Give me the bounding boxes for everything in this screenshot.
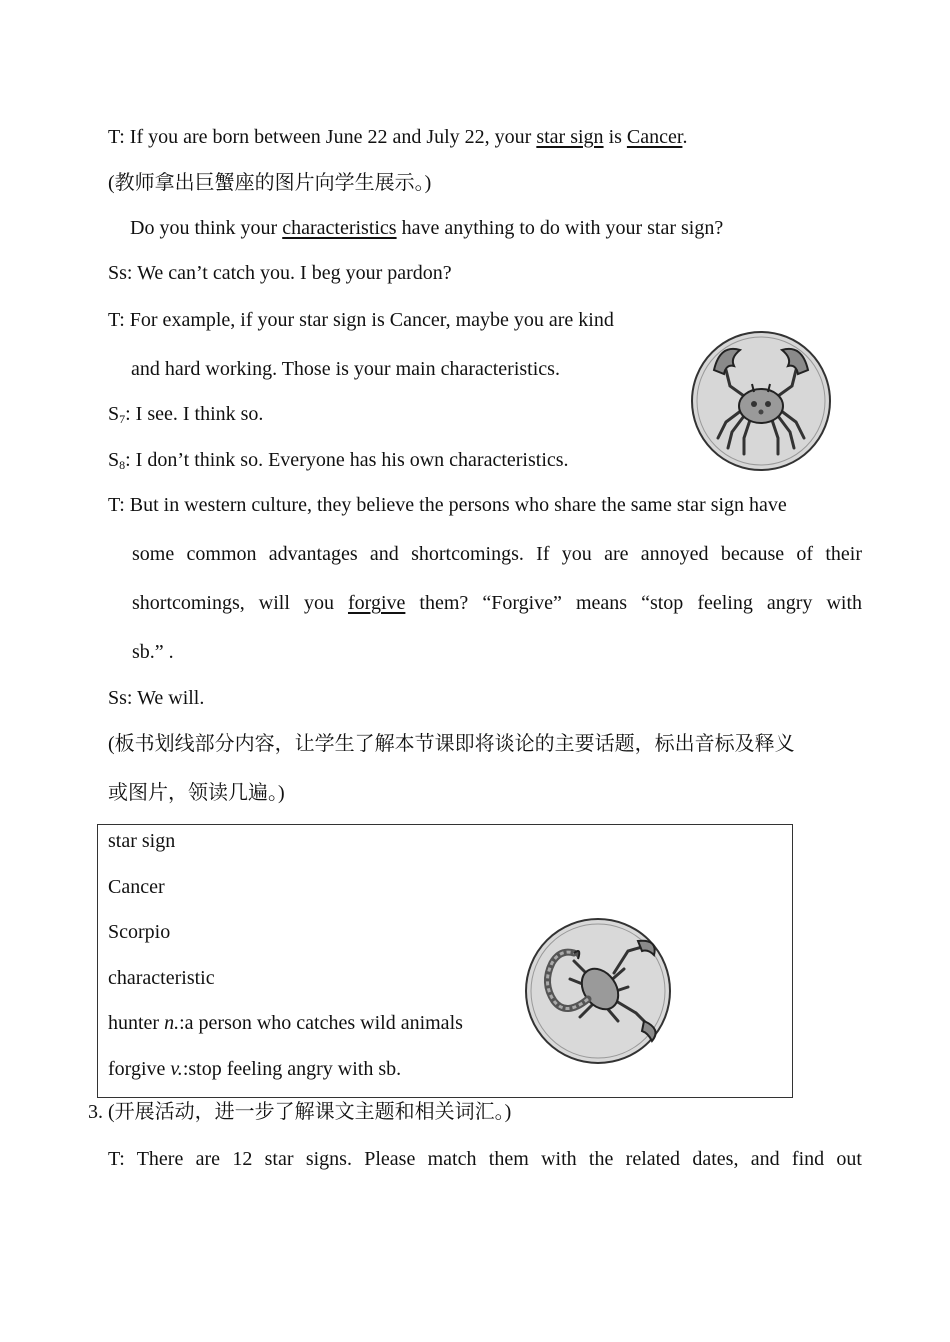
- dialogue-line-14: (板书划线部分内容，让学生了解本节课即将谈论的主要话题，标出音标及释义: [108, 733, 795, 755]
- dialogue-line-11: [132, 590, 862, 616]
- underlined-cancer: Cancer: [626, 126, 683, 148]
- dialogue-line-10: some common advantages and shortcomings. If you are annoyed because of their: [132, 543, 862, 565]
- activity-heading: 3. (开展活动，进一步了解课文主题和相关词汇。): [88, 1101, 512, 1123]
- board-definition: :stop feeling angry with sb.: [182, 1058, 402, 1080]
- dialogue-line-4: Ss: We can’t catch you. I beg your pardon?: [108, 262, 452, 284]
- text-segment: : I see. I think so.: [125, 403, 264, 425]
- dialogue-line-6: and hard working. Those is your main characteristics.: [131, 358, 560, 380]
- dialogue-line-9: T: But in western culture, they believe the persons who share the same star sign have: [108, 494, 787, 516]
- text-segment: If you are born between June 22 and July 22, your: [129, 126, 537, 148]
- speaker-label: S: [108, 449, 120, 471]
- dialogue-line-13: Ss: We will.: [108, 687, 205, 709]
- text-segment: have anything to do with your star sign?: [396, 217, 724, 239]
- activity-line: T: There are 12 star signs. Please match them with the related dates, and find out: [108, 1148, 862, 1170]
- text-segment: is: [603, 126, 627, 148]
- speaker-subscript: 7: [119, 412, 126, 426]
- part-of-speech: v.: [170, 1058, 183, 1080]
- board-item: Cancer: [108, 876, 165, 898]
- board-item: star sign: [108, 830, 176, 852]
- board-item: characteristic: [108, 967, 215, 989]
- underlined-characteristics: characteristics: [282, 217, 397, 239]
- board-definition: :a person who catches wild animals: [179, 1012, 463, 1034]
- dialogue-line-12: sb.” .: [132, 641, 174, 663]
- dialogue-line-8: [108, 447, 569, 478]
- text-segment: shortcomings, will you: [132, 592, 348, 614]
- text-segment: .: [682, 126, 688, 148]
- scorpio-scorpion-image: [524, 917, 672, 1065]
- underlined-forgive: forgive: [347, 592, 406, 614]
- speaker-label: S: [108, 403, 120, 425]
- text-segment: : I don’t think so. Everyone has his own characteristics.: [125, 449, 569, 471]
- board-word: hunter: [108, 1012, 165, 1034]
- part-of-speech: n.: [164, 1012, 180, 1034]
- text-segment: them? “Forgive” means “stop feeling angry with: [405, 592, 862, 614]
- board-item-forgive: [108, 1056, 401, 1082]
- cancer-crab-image: [690, 330, 832, 472]
- speaker-subscript: 8: [119, 458, 126, 472]
- text-segment: Do you think your: [130, 217, 283, 239]
- speaker-label: T:: [108, 126, 130, 148]
- dialogue-line-15: 或图片，领读几遍。): [108, 782, 285, 804]
- dialogue-line-5: T: For example, if your star sign is Cancer, maybe you are kind: [108, 309, 614, 331]
- dialogue-line-2: (教师拿出巨蟹座的图片向学生展示。): [108, 172, 432, 194]
- board-item-hunter: [108, 1010, 463, 1036]
- blackboard-box: [97, 824, 793, 1098]
- board-item: Scorpio: [108, 921, 171, 943]
- dialogue-line-7: [108, 401, 263, 432]
- dialogue-line-1: [108, 124, 687, 150]
- board-word: forgive: [108, 1058, 171, 1080]
- dialogue-line-3: [130, 215, 723, 241]
- underlined-star-sign: star sign: [536, 126, 604, 148]
